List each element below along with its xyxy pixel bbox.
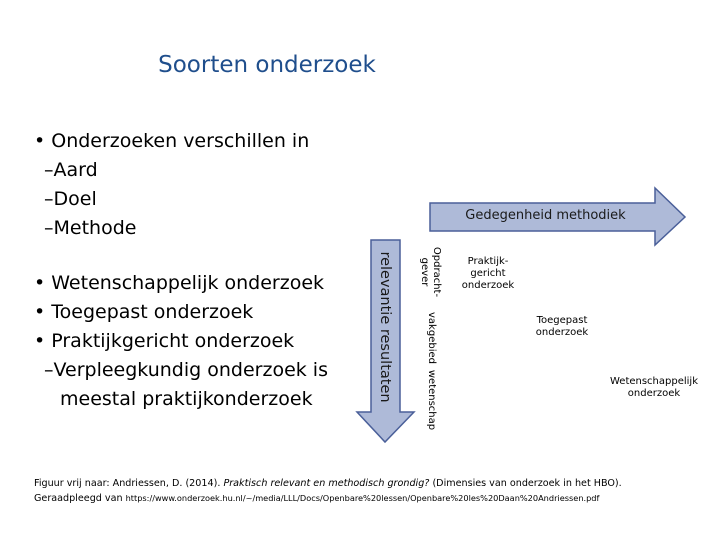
sub-item-text: meestal praktijkonderzoek	[60, 388, 313, 410]
bullet-dot: •	[34, 130, 52, 152]
bullet-text: Wetenschappelijk onderzoek	[51, 272, 325, 294]
vertical-arrow-label: relevantie resultaten	[377, 251, 393, 403]
sub-item-text: Verpleegkundig onderzoek is	[53, 359, 328, 381]
bullet-text: Onderzoeken verschillen in	[51, 130, 310, 152]
item-line: Praktijk-	[467, 256, 509, 267]
sub-item: –Aard	[44, 159, 98, 181]
caption-text: (Dimensies van onderzoek in het HBO).	[429, 478, 622, 489]
row-label-line: gever	[419, 257, 430, 287]
bullet-text: Toegepast onderzoek	[51, 301, 254, 323]
row-label-vakgebied: vakgebied	[426, 312, 437, 364]
caption-italic-title: Praktisch relevant en methodisch grondig?	[223, 478, 430, 489]
item-line: onderzoek	[627, 388, 681, 399]
caption-text: Geraadpleegd van	[34, 493, 126, 504]
figure-caption	[34, 476, 622, 506]
item-toegepast	[522, 315, 602, 339]
row-label-line: Opdracht-	[431, 246, 442, 298]
sub-item-text: Doel	[53, 188, 97, 210]
sub-item: –Methode	[44, 217, 137, 239]
item-line: Toegepast	[536, 315, 588, 326]
sub-item: –Verpleegkundig onderzoek is	[44, 359, 328, 381]
sub-item-text: Methode	[53, 217, 137, 239]
page-title: Soorten onderzoek	[158, 52, 376, 78]
item-wetenschappelijk	[604, 376, 704, 400]
bullet-item: • Praktijkgericht onderzoek	[34, 330, 295, 352]
row-label-opdrachtgever	[418, 237, 442, 307]
item-line: gericht	[470, 268, 506, 279]
item-praktijkgericht	[448, 256, 528, 292]
sub-item: –Doel	[44, 188, 97, 210]
caption-line-1	[34, 476, 622, 491]
horizontal-arrow-label: Gedegenheid methodiek	[465, 208, 626, 223]
item-line: onderzoek	[535, 327, 589, 338]
bullet-item: • Toegepast onderzoek	[34, 301, 254, 323]
caption-url: https://www.onderzoek.hu.nl/~/media/LLL/Docs/Openbare%20lessen/Openbare%20les%20Daan%20Andriessen.pdf	[125, 493, 600, 503]
row-label-wetenschap: wetenschap	[426, 369, 437, 431]
bullet-text: Praktijkgericht onderzoek	[51, 330, 295, 352]
bullet-item: • Wetenschappelijk onderzoek	[34, 272, 325, 294]
sub-item-text: Aard	[53, 159, 98, 181]
caption-text: Figuur vrij naar: Andriessen, D. (2014).	[34, 478, 224, 489]
caption-line-2	[34, 491, 622, 506]
item-line: Wetenschappelijk	[609, 376, 698, 387]
item-line: onderzoek	[461, 280, 515, 291]
